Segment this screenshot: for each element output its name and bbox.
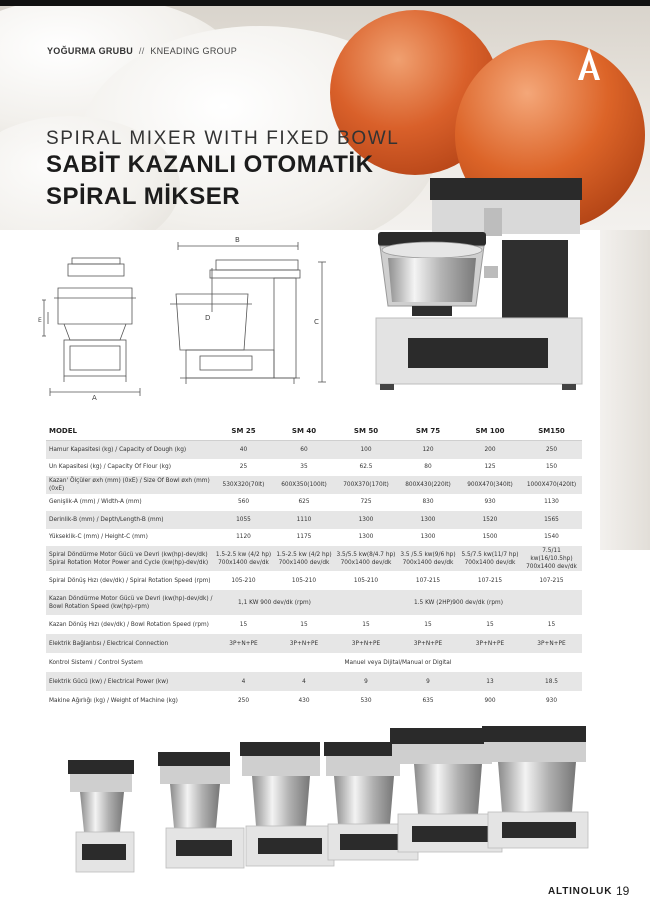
- table-cell: 600X350(100lt): [273, 476, 335, 494]
- row-label: Elektrik Gücü (kw) / Electrical Power (kw): [46, 672, 214, 691]
- table-cell: 1055: [214, 511, 273, 529]
- table-cell: 15: [547, 621, 556, 628]
- table-row: [46, 511, 582, 529]
- table-cell: 9: [335, 672, 397, 691]
- row-label-line: Kazan Döndürme Motor Gücü ve Devri (kw(hp)-dev/dk) /: [49, 595, 213, 602]
- spiral-mixer-product-image: [372, 178, 584, 392]
- category-tr: YOĞURMA GRUBU: [47, 46, 134, 56]
- table-row: [46, 590, 582, 615]
- table-row: [46, 672, 582, 691]
- column-header: SM150: [521, 422, 582, 441]
- table-cell: 15: [362, 621, 370, 628]
- table-row: [46, 571, 582, 590]
- table-cell: 530X320(70lt): [214, 476, 273, 494]
- table-cell: 80: [424, 464, 432, 471]
- table-cell: 725: [360, 499, 372, 506]
- table-cell: 105-210: [231, 577, 256, 584]
- dim-label-d: D: [205, 314, 211, 322]
- page-number: 19: [616, 884, 630, 898]
- table-row: [46, 494, 582, 512]
- table-cell: 107-215: [539, 577, 564, 584]
- table-cell: 430: [298, 697, 310, 704]
- flour-side-strip: [600, 230, 650, 550]
- table-cell: 1.5-2.5 kw (4/2 hp) 700x1400 dev/dk: [214, 546, 273, 571]
- table-cell: 13: [459, 672, 521, 691]
- table-cell: 60: [273, 441, 335, 459]
- row-label: Kontrol Sistemi / Control System: [49, 659, 143, 666]
- mixer-unit: [240, 742, 334, 866]
- table-cell: 625: [298, 499, 310, 506]
- row-label: Kazan' Ölçüler øxh (mm) (0xE) / Size Of Bowl øxh (mm) (0xE): [46, 476, 214, 494]
- table-cell: 4: [273, 672, 335, 691]
- table-cell: 1300: [358, 534, 374, 541]
- table-cell: 3P+N+PE: [459, 634, 521, 653]
- table-cell: 1300: [397, 511, 459, 529]
- row-label: [46, 590, 214, 615]
- category-breadcrumb: [47, 46, 237, 56]
- row-label: Un Kapasitesi (kg) / Capacity Of Flour (kg): [49, 464, 171, 471]
- row-label: Kazan Dönüş Hızı (dev/dk) / Bowl Rotation Speed (rpm): [49, 621, 209, 628]
- table-cell: 15: [239, 621, 248, 628]
- table-cell: 1000X470(420lt): [521, 476, 582, 494]
- table-cell: 105-210: [291, 577, 317, 584]
- row-label: Hamur Kapasitesi (kg) / Capacity of Dough (kg): [46, 441, 214, 459]
- column-header: SM 100: [459, 422, 521, 441]
- table-cell: 120: [397, 441, 459, 459]
- table-cell: 1.5-2.5 kw (4/2 hp) 700x1400 dev/dk: [273, 546, 335, 571]
- row-label: Elektrik Bağlantısı / Electrical Connection: [46, 634, 214, 653]
- table-cell: 700X370(170lt): [335, 476, 397, 494]
- dim-label-e: E: [38, 317, 42, 324]
- title-turkish-line2: SPİRAL MİKSER: [46, 183, 241, 210]
- row-label-line: Spiral Döndürme Motor Gücü ve Devri (kw(hp)-dev/dk): [49, 551, 208, 558]
- table-row: [46, 529, 582, 547]
- table-header-row: [46, 422, 582, 441]
- row-label-line: Bowl Rotation Speed (kw(hp)-rpm): [49, 603, 150, 610]
- mixer-unit: [158, 752, 244, 868]
- table-cell: 800X430(220lt): [397, 476, 459, 494]
- table-cell: 1300: [335, 511, 397, 529]
- table-cell: 1175: [296, 534, 312, 541]
- column-header: MODEL: [46, 422, 214, 441]
- side-view-drawing: [170, 242, 326, 384]
- dim-label-b: B: [235, 236, 240, 244]
- table-cell: 18.5: [521, 672, 582, 691]
- table-row: [46, 615, 582, 634]
- table-cell: 1540: [544, 534, 559, 541]
- table-cell: 200: [459, 441, 521, 459]
- table-row: [46, 546, 582, 571]
- title-english: SPIRAL MIXER WITH FIXED BOWL: [46, 128, 400, 149]
- table-cell: 1120: [236, 534, 251, 541]
- table-cell: 3P+N+PE: [397, 634, 459, 653]
- table-cell: 5.5/7.5 kw(11/7 hp) 700x1400 dev/dk: [459, 546, 521, 571]
- table-row: [46, 634, 582, 653]
- dim-label-c: C: [314, 318, 319, 326]
- table-cell-merged: 1,1 KW 900 dev/dk (rpm): [214, 590, 335, 615]
- table-cell: 900: [484, 697, 496, 704]
- table-cell: 105-210: [353, 577, 379, 584]
- mixer-unit: [68, 760, 134, 872]
- table-cell: 35: [300, 464, 308, 471]
- table-cell: 930: [484, 499, 496, 506]
- table-row: [46, 441, 582, 459]
- row-label: Yükseklik-C (mm) / Height-C (mm): [49, 534, 148, 541]
- column-header: SM 40: [273, 422, 335, 441]
- category-separator: //: [138, 46, 145, 56]
- dim-label-a: A: [92, 394, 97, 402]
- table-cell: 1520: [459, 511, 521, 529]
- category-en: KNEADING GROUP: [150, 46, 238, 56]
- table-row: [46, 476, 582, 494]
- table-cell: 3P+N+PE: [273, 634, 335, 653]
- row-label: Derinlik-B (mm) / Depth/Length-B (mm): [46, 511, 214, 529]
- table-row: [46, 653, 582, 672]
- row-label-line: Spiral Rotation Motor Power and Cycle (kw(hp)-dev/dk): [49, 559, 209, 566]
- table-cell: 3P+N+PE: [214, 634, 273, 653]
- table-cell: 107-215: [415, 577, 441, 584]
- table-cell: 635: [422, 697, 434, 704]
- row-label: Makine Ağırlığı (kg) / Weight of Machine (kg): [49, 697, 178, 704]
- table-cell-merged: Manuel veya Dijital/Manual or Digital: [344, 659, 452, 666]
- table-cell: 1300: [420, 534, 436, 541]
- table-cell: 930: [545, 697, 558, 704]
- table-cell: 7.5/11 kw(16/10.5hp) 700x1400 dev/dk: [521, 546, 582, 571]
- table-cell: 1500: [482, 534, 498, 541]
- table-cell: 107-215: [477, 577, 503, 584]
- column-header: SM 25: [214, 422, 273, 441]
- table-cell: 150: [545, 464, 558, 471]
- table-cell: 1110: [273, 511, 335, 529]
- table-cell: 3.5 /5.5 kw(9/6 hp) 700x1400 dev/dk: [397, 546, 459, 571]
- table-cell: 40: [214, 441, 273, 459]
- table-cell: 25: [239, 464, 248, 471]
- altinoluk-a-logo-icon: [576, 46, 602, 82]
- table-row: [46, 691, 582, 710]
- table-cell: 15: [424, 621, 432, 628]
- front-view-drawing: [42, 258, 140, 396]
- table-cell: 4: [214, 672, 273, 691]
- column-header: SM 50: [335, 422, 397, 441]
- table-cell: 125: [484, 464, 496, 471]
- table-cell: 250: [521, 441, 582, 459]
- mixer-lineup-image: [62, 722, 592, 882]
- column-header: SM 75: [397, 422, 459, 441]
- row-label: [46, 546, 214, 571]
- table-cell: 100: [335, 441, 397, 459]
- table-cell: 3P+N+PE: [521, 634, 582, 653]
- row-label: Genişlik-A (mm) / Width-A (mm): [49, 499, 142, 506]
- table-cell: 62.5: [359, 464, 373, 471]
- table-cell: 560: [237, 499, 250, 506]
- brand-name: ALTINOLUK: [548, 886, 613, 897]
- mixer-unit: [482, 726, 588, 848]
- specifications-table: [46, 422, 582, 710]
- table-cell: 900X470(340lt): [459, 476, 521, 494]
- table-cell: 530: [360, 697, 372, 704]
- table-cell: 3.5/5.5 kw(8/4.7 hp) 700x1400 dev/dk: [335, 546, 397, 571]
- table-cell-merged: 1.5 KW (2HP)900 dev/dk (rpm): [335, 590, 582, 615]
- table-cell: 830: [422, 499, 434, 506]
- technical-drawing: [30, 232, 330, 404]
- table-cell: 3P+N+PE: [335, 634, 397, 653]
- table-cell: 15: [300, 621, 308, 628]
- row-label: Spiral Dönüş Hızı (dev/dk) / Spiral Rotation Speed (rpm): [49, 577, 211, 584]
- table-row: [46, 459, 582, 477]
- table-cell: 250: [237, 697, 250, 704]
- table-cell: 15: [486, 621, 494, 628]
- table-cell: 1130: [544, 499, 559, 506]
- table-cell: 9: [397, 672, 459, 691]
- title-turkish-line1: SABİT KAZANLI OTOMATİK: [46, 151, 374, 178]
- table-cell: 1565: [521, 511, 582, 529]
